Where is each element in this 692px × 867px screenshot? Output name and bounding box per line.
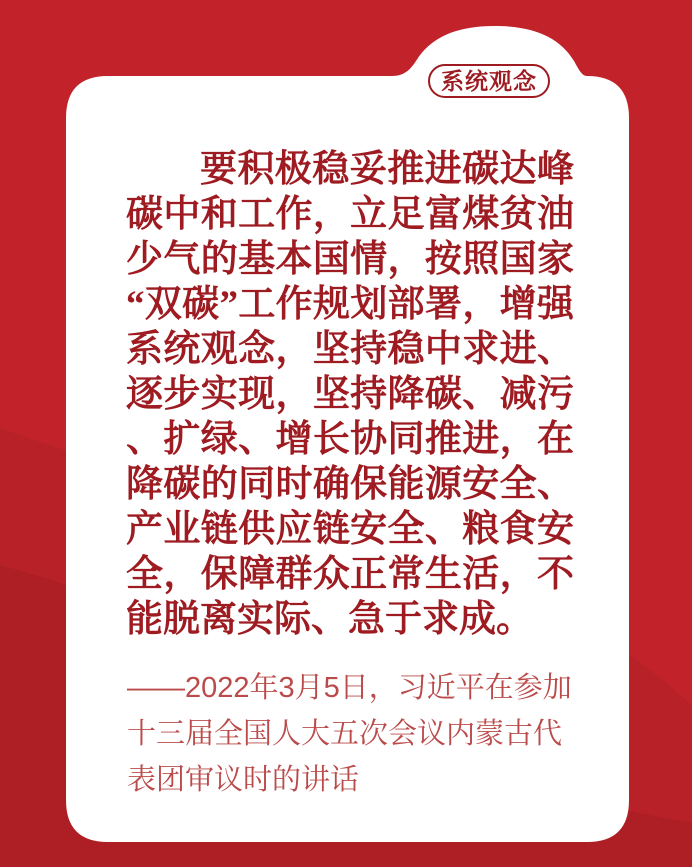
- topic-badge-label: 系统观念: [441, 68, 537, 94]
- topic-badge: [428, 64, 550, 98]
- quote-text: 要积极稳妥推进碳达峰碳中和工作，立足富煤贫油少气的基本国情，按照国家“双碳”工作规划部署，增强系统观念，坚持稳中求进、逐步实现，坚持降碳、减污、扩绿、增长协同推进，在降碳的同时确保能源安全、产业链供应链安全、粮食安全，保障群众正常生活，不能脱离实际、急于求成。: [126, 149, 574, 640]
- attribution-text: ——2022年3月5日，习近平在参加十三届全国人大五次会议内蒙古代表团审议时的讲话: [127, 672, 572, 796]
